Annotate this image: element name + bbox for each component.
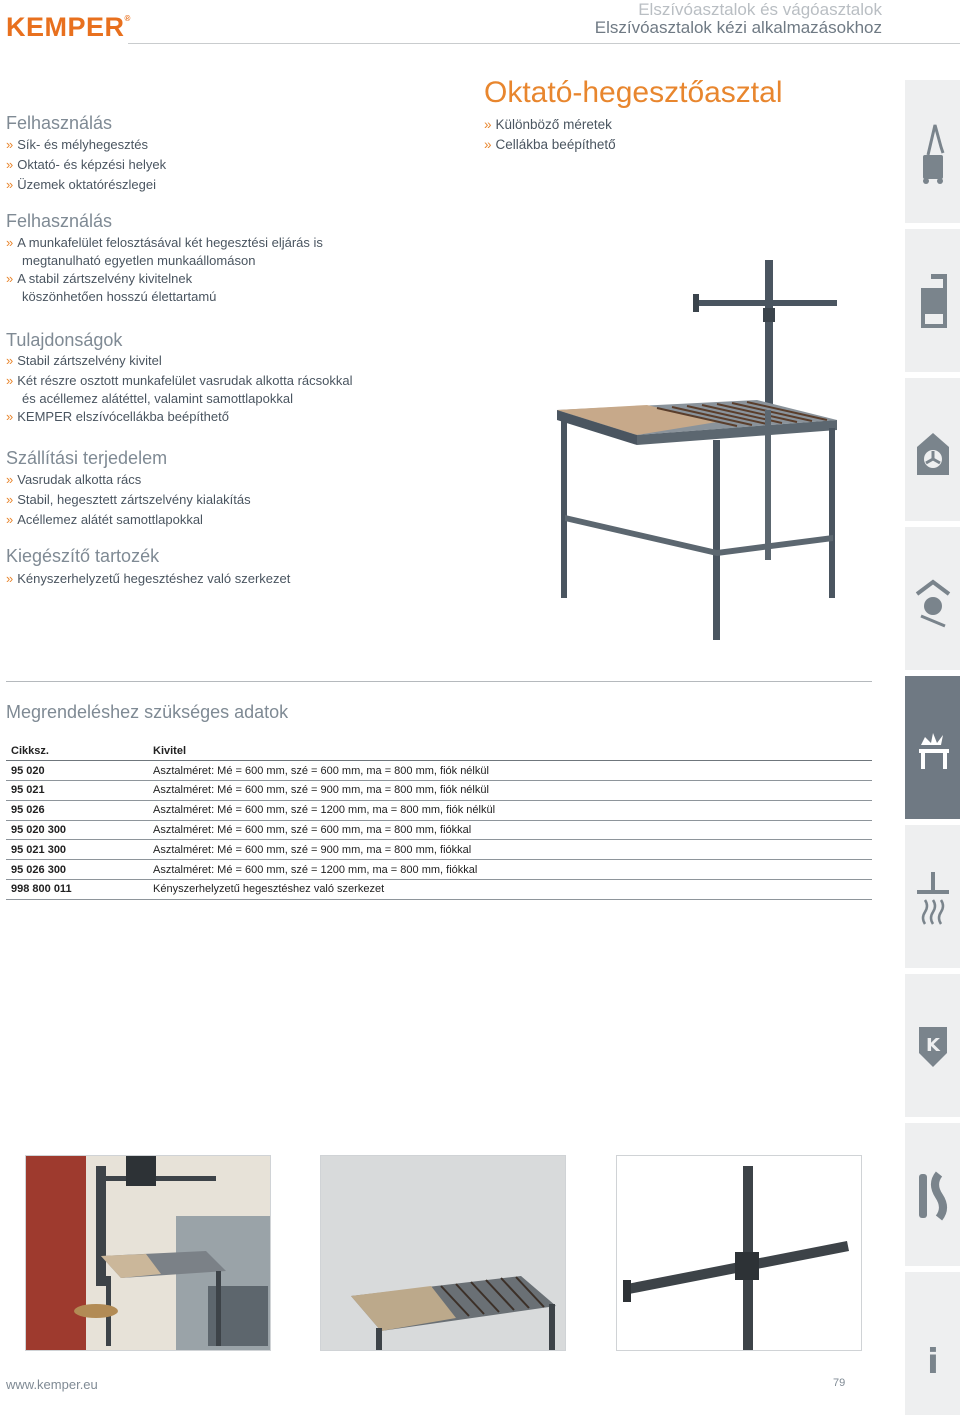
- property-item: » Stabil zártszelvény kivitel: [6, 353, 162, 368]
- header-subcategory: Elszívóasztalok kézi alkalmazásokhoz: [594, 18, 882, 37]
- article-number: 998 800 011: [6, 880, 148, 900]
- ventilation-fan-icon: [913, 415, 953, 485]
- mobile-extractor-icon: [913, 117, 953, 187]
- article-number: 95 020 300: [6, 820, 148, 840]
- table-row: [6, 860, 872, 880]
- sidebar-tab-mobile-extractors[interactable]: [905, 80, 960, 226]
- table-header-row: [6, 741, 872, 761]
- svg-text:i: i: [926, 1341, 939, 1379]
- application-heading: Felhasználás: [6, 211, 113, 231]
- sidebar-tab-fans-ducts[interactable]: [905, 527, 960, 673]
- version-description: Kényszerhelyzetű hegesztéshez való szerkezet: [148, 880, 872, 900]
- footer-url[interactable]: www.kemper.eu: [6, 1377, 98, 1392]
- version-description: Asztalméret: Mé = 600 mm, szé = 900 mm, ma = 800 mm, fiók nélkül: [148, 781, 872, 801]
- sidebar-tab-extraction-arms[interactable]: [905, 825, 960, 971]
- delivery-item: » Stabil, hegesztett zártszelvény kialakítás: [6, 492, 251, 507]
- application-item: » Oktató- és képzési helyek: [6, 157, 167, 172]
- version-description: Asztalméret: Mé = 600 mm, szé = 600 mm, ma = 800 mm, fiókkal: [148, 820, 872, 840]
- sidebar-tab-welding-tables[interactable]: [905, 676, 960, 822]
- header-category: Elszívóasztalok és vágóasztalok: [638, 0, 882, 19]
- table-row: [6, 761, 872, 781]
- version-description: Asztalméret: Mé = 600 mm, szé = 1200 mm, ma = 800 mm, fiók nélkül: [148, 800, 872, 820]
- photo-positioning-device: [616, 1155, 862, 1351]
- version-description: Asztalméret: Mé = 600 mm, szé = 900 mm, ma = 800 mm, fiókkal: [148, 840, 872, 860]
- application-item: » A stabil zártszelvény kivitelnek köszönhetően hosszú élettartamú: [6, 271, 217, 304]
- info-icon: [913, 1309, 953, 1379]
- sidebar-tab-kemper[interactable]: [905, 974, 960, 1120]
- table-row: [6, 781, 872, 801]
- hose-icon: [913, 1160, 953, 1230]
- article-number: 95 021: [6, 781, 148, 801]
- order-heading: Megrendeléshez szükséges adatok: [6, 702, 289, 722]
- column-header-version: Kivitel: [148, 741, 872, 761]
- application-item: » A munkafelület felosztásával két hegesztési eljárás is megtanulható egyetlen munkaállomáson: [6, 235, 323, 268]
- kemper-logo: KEMPER®: [6, 12, 131, 42]
- svg-text:K: K: [925, 1034, 940, 1056]
- page-number: 79: [833, 1377, 846, 1389]
- kemper-shield-icon: [913, 1011, 953, 1081]
- sidebar-tab-stationary-filters[interactable]: [905, 229, 960, 375]
- product-feature: » Különböző méretek: [484, 117, 612, 132]
- property-item: » Két részre osztott munkafelület vasrudak alkotta rácsokkal és acéllemez alátéttel, valamint samottlapokkal: [6, 373, 353, 406]
- application-item: » Sík- és mélyhegesztés: [6, 137, 149, 152]
- order-table: [6, 741, 872, 900]
- version-description: Asztalméret: Mé = 600 mm, szé = 1200 mm, ma = 800 mm, fiókkal: [148, 860, 872, 880]
- article-number: 95 020: [6, 761, 148, 781]
- table-row: [6, 880, 872, 900]
- product-title: Oktató-hegesztőasztal: [484, 76, 783, 109]
- sidebar-nav: [905, 80, 960, 1425]
- article-number: 95 026: [6, 800, 148, 820]
- application-heading: Felhasználás: [6, 113, 113, 133]
- properties-heading: Tulajdonságok: [6, 330, 123, 350]
- application-item: » Üzemek oktatórészlegei: [6, 177, 156, 192]
- accessory-item: » Kényszerhelyzetű hegesztéshez való szerkezet: [6, 571, 291, 586]
- stationary-filter-icon: [913, 266, 953, 336]
- welding-table-icon: [913, 713, 953, 783]
- table-row: [6, 820, 872, 840]
- table-row: [6, 840, 872, 860]
- order-divider: [6, 681, 872, 682]
- version-description: Asztalméret: Mé = 600 mm, szé = 600 mm, ma = 800 mm, fiók nélkül: [148, 761, 872, 781]
- fan-duct-icon: [913, 564, 953, 634]
- article-number: 95 021 300: [6, 840, 148, 860]
- accessory-heading: Kiegészítő tartozék: [6, 546, 160, 566]
- article-number: 95 026 300: [6, 860, 148, 880]
- product-feature: » Cellákba beépíthető: [484, 137, 616, 152]
- header-divider: [128, 43, 960, 44]
- delivery-item: » Acéllemez alátét samottlapokkal: [6, 512, 203, 527]
- photo-table-closeup: [320, 1155, 566, 1351]
- delivery-heading: Szállítási terjedelem: [6, 448, 168, 468]
- delivery-item: » Vasrudak alkotta rács: [6, 472, 142, 487]
- photo-table-in-cell: [25, 1155, 271, 1351]
- sidebar-tab-hoses[interactable]: [905, 1123, 960, 1269]
- sidebar-tab-ventilation[interactable]: [905, 378, 960, 524]
- property-item: » KEMPER elszívócellákba beépíthető: [6, 409, 229, 424]
- product-photo-welding-table: [537, 250, 867, 650]
- table-row: [6, 800, 872, 820]
- extraction-arm-icon: [913, 862, 953, 932]
- column-header-article-number: Cikksz.: [6, 741, 148, 761]
- sidebar-tab-info[interactable]: [905, 1272, 960, 1418]
